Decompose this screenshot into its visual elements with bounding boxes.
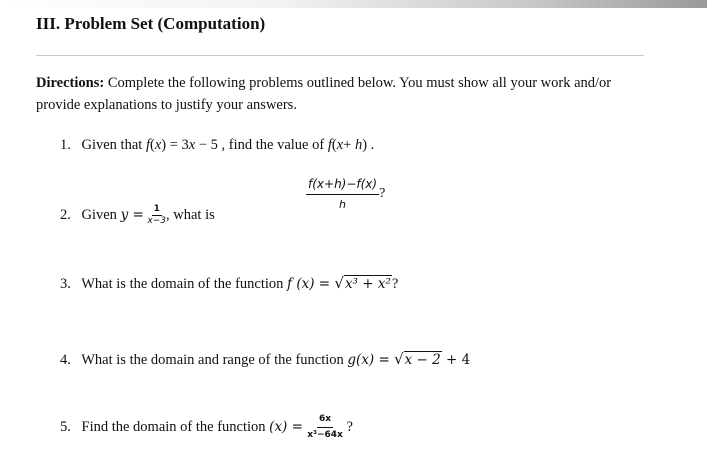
difference-quotient-denominator: h — [339, 198, 347, 211]
difference-quotient-fraction — [306, 178, 379, 210]
directions-text: Complete the following problems outlined below. You must show all your work and/or provide explanations to justify your answers. — [36, 75, 612, 113]
function-lhs: (x) = — [269, 418, 308, 435]
radical-sign-icon: √ — [334, 274, 344, 292]
fraction-denominator: x−3 — [147, 216, 167, 226]
fraction — [307, 415, 343, 440]
problem-text: , what is — [166, 206, 215, 223]
question-mark: ? — [379, 186, 386, 201]
square-root — [334, 274, 392, 292]
problem-number: 4. — [60, 352, 71, 368]
fraction-numerator: 6x — [317, 415, 333, 428]
problem-number: 1. — [60, 137, 71, 153]
problem-text: What is the domain and range of the function — [81, 352, 348, 368]
difference-quotient — [306, 178, 385, 210]
problem-4 — [60, 350, 470, 369]
problem-text: Given that f(x) = 3x − 5 , find the value of f(x+ h) . — [81, 137, 375, 153]
radical-sign-icon: √ — [394, 350, 404, 368]
problem-number: 5. — [60, 418, 71, 435]
radicand: x − 2 — [404, 352, 441, 368]
problem-text-prefix: Given — [81, 206, 121, 223]
section-heading: III. Problem Set (Computation) — [36, 14, 266, 33]
problem-5 — [60, 415, 353, 440]
fraction-numerator: 1 — [153, 204, 160, 214]
directions-label: Directions: — [36, 75, 105, 91]
question-mark: ? — [342, 418, 353, 435]
difference-quotient-numerator: f(x+h)−f(x) — [306, 178, 379, 195]
question-mark: ? — [391, 276, 399, 292]
radicand: x³ + x² — [344, 276, 391, 292]
top-edge-shade — [0, 0, 707, 8]
problem-text: Find the domain of the function — [81, 418, 270, 435]
function-lhs: g(x) = — [347, 352, 395, 368]
problem-number: 3. — [60, 276, 71, 292]
divider — [36, 55, 644, 56]
problem-text: What is the domain of the function — [81, 276, 288, 292]
function-lhs: f (x) = — [287, 276, 335, 292]
problem-3 — [60, 274, 398, 293]
square-root — [394, 350, 442, 368]
problem-2 — [60, 205, 215, 226]
problem-number: 2. — [60, 206, 71, 223]
problem-1 — [60, 137, 374, 154]
equation-lhs: y = — [120, 206, 144, 223]
fraction-denominator: x³−64x — [307, 430, 343, 440]
directions-paragraph — [36, 72, 646, 116]
fraction — [147, 205, 166, 226]
function-rest: + 4 — [441, 352, 471, 368]
